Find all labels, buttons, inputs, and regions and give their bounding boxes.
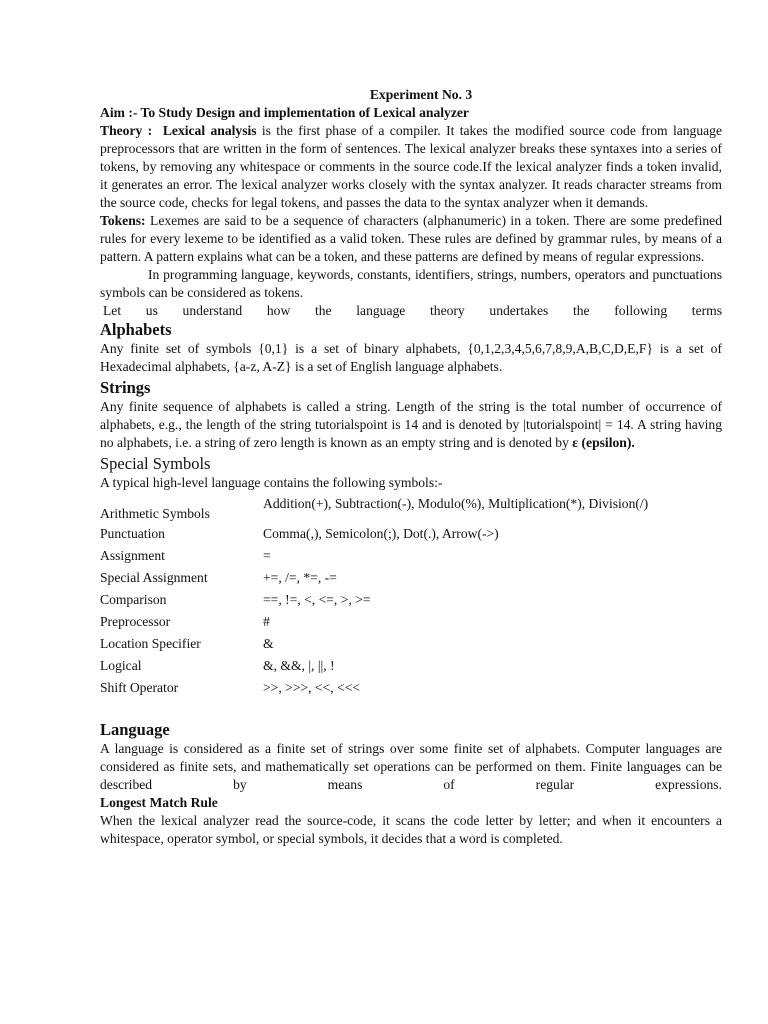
language-heading: Language — [100, 720, 170, 739]
symbol-values: & — [263, 636, 274, 651]
tokens-paragraph — [100, 212, 722, 266]
symbol-category: Comparison — [100, 592, 167, 607]
theory-term: Lexical analysis — [162, 123, 257, 138]
table-row — [100, 523, 722, 545]
theory-text: is the first phase of a compiler. It takes the modified source code from language preprocessors that are written in the form of sentences. The lexical analyzer breaks these syntaxes into a series of tokens, by removing any whitespace or comments in the source code.If the lexical analyzer finds a token invalid, it generates an error. The lexical analyzer works closely with the syntax analyzer. It reads character streams from the source code, checks for legal tokens, and passes the data to the syntax analyzer when it demands. — [100, 123, 723, 210]
strings-heading: Strings — [100, 378, 151, 397]
symbol-values: = — [263, 548, 271, 563]
alphabets-heading: Alphabets — [100, 320, 172, 339]
strings-paragraph — [100, 398, 722, 452]
strings-text: Any finite sequence of alphabets is called a string. Length of the string is the total number of occurrence of alphabets, e.g., the length of the string tutorialspoint is 14 and is denoted by |tutorialspoint| = 14. A string having no alphabets, i.e. a string of zero length is known as an empty string and is denoted by — [100, 399, 722, 450]
longest-match-text: When the lexical analyzer read the source-code, it scans the code letter by letter; and when it encounters a whitespace, operator symbol, or special symbols, it decides that a word is completed. — [100, 813, 722, 846]
symbol-values: Addition(+), Subtraction(-), Modulo(%), Multiplication(*), Division(/) — [263, 496, 649, 511]
language-text: A language is considered as a finite set of strings over some finite set of alphabets. Computer languages are considered as finite sets, and mathematically set operations can be performed on them. Finite languages can be described by means of regular expressions. — [100, 741, 722, 792]
special-symbols-heading: Special Symbols — [100, 454, 211, 473]
aim-line: Aim :- To Study Design and implementation of Lexical analyzer — [100, 105, 469, 120]
understand-line: Let us understand how the language theory undertakes the following terms — [103, 303, 722, 318]
theory-label: Theory : — [100, 123, 153, 138]
programming-paragraph: In programming language, keywords, constants, identifiers, strings, numbers, operators and punctuations symbols can be considered as tokens. — [100, 267, 722, 300]
symbol-values: >>, >>>, <<, <<< — [263, 680, 361, 695]
symbol-values: Comma(,), Semicolon(;), Dot(.), Arrow(->) — [263, 526, 499, 541]
document-body — [100, 86, 722, 848]
symbol-category: Arithmetic Symbols — [100, 506, 210, 521]
table-row — [100, 495, 722, 523]
tokens-text: Lexemes are said to be a sequence of characters (alphanumeric) in a token. There are some predefined rules for every lexeme to be identified as a valid token. These rules are defined by grammar rules, by means of a pattern. A pattern explains what can be a token, and these patterns are defined by means of regular expressions. — [100, 213, 722, 264]
symbol-category: Location Specifier — [100, 636, 201, 651]
symbol-category: Preprocessor — [100, 614, 171, 629]
table-row — [100, 545, 722, 567]
table-row — [100, 611, 722, 633]
table-row — [100, 655, 722, 677]
alphabets-text: Any finite set of symbols {0,1} is a set of binary alphabets, {0,1,2,3,4,5,6,7,8,9,A,B,C,D,E,F} is a set of Hexadecimal alphabets, {a-z, A-Z} is a set of English language alphabets. — [100, 341, 722, 374]
symbol-category: Special Assignment — [100, 570, 208, 585]
symbol-category: Logical — [100, 658, 142, 673]
table-row — [100, 633, 722, 655]
experiment-title: Experiment No. 3 — [369, 87, 473, 102]
symbol-values: &, &&, |, ||, ! — [263, 658, 335, 673]
symbols-table — [100, 495, 722, 699]
symbol-category: Punctuation — [100, 526, 165, 541]
epsilon-text: ε (epsilon). — [572, 435, 635, 450]
table-row — [100, 589, 722, 611]
theory-paragraph — [100, 122, 722, 212]
symbol-category: Assignment — [100, 548, 165, 563]
symbol-values: ==, !=, <, <=, >, >= — [263, 592, 371, 607]
symbol-values: # — [263, 614, 270, 629]
longest-match-heading: Longest Match Rule — [100, 795, 218, 810]
special-symbols-intro: A typical high-level language contains the following symbols:- — [100, 475, 443, 490]
symbol-category: Shift Operator — [100, 680, 179, 695]
table-row — [100, 567, 722, 589]
symbol-values: +=, /=, *=, -= — [263, 570, 337, 585]
table-row — [100, 677, 722, 699]
tokens-label: Tokens: — [100, 213, 146, 228]
